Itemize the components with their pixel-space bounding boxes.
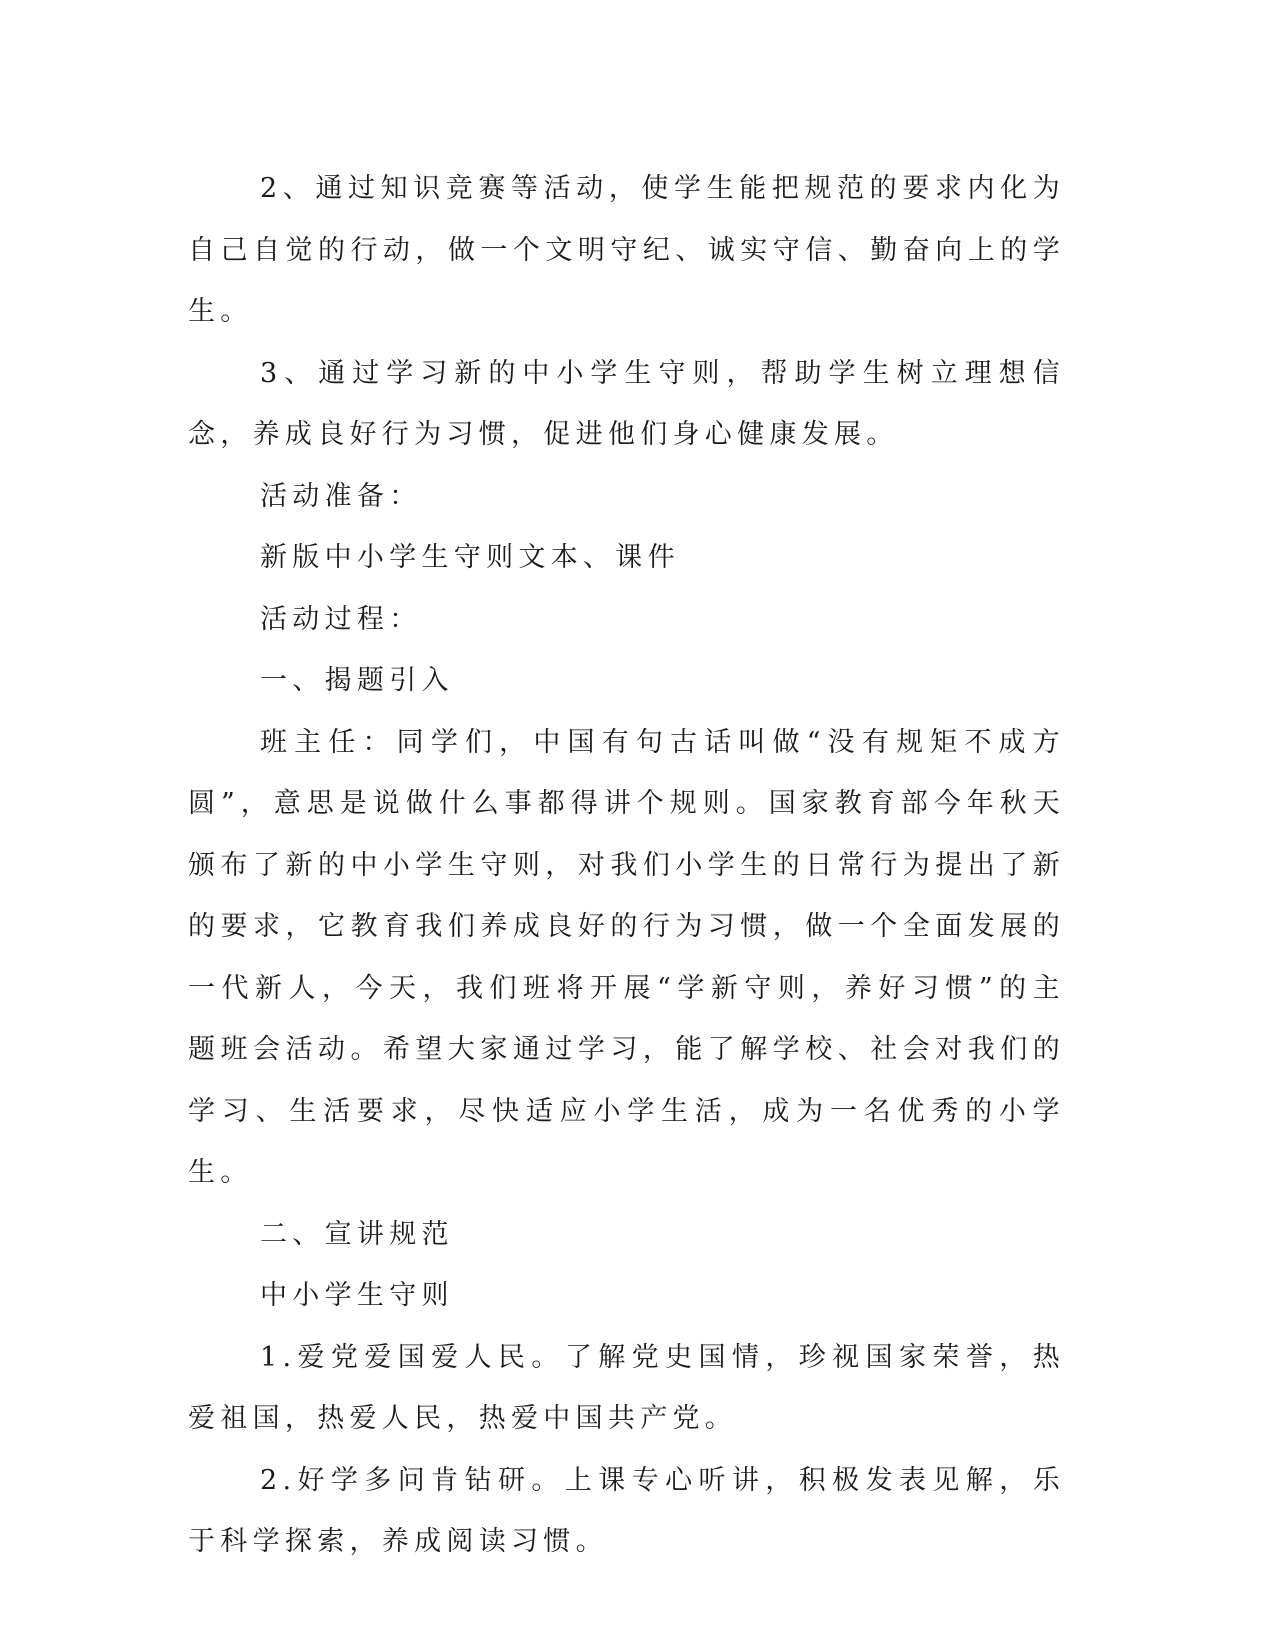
paragraph-materials: 新版中小学生守则文本、课件 (260, 542, 680, 573)
section-heading-introduction: 一、揭题引入 (260, 665, 454, 696)
rule-item-1: 1.爱党爱国爱人民。了解党史国情，珍视国家荣誉，热爱祖国，热爱人民，热爱中国共产党。 (188, 1341, 1065, 1434)
paragraph-objective-3: 3、通过学习新的中小学生守则，帮助学生树立理想信念，养成良好行为习惯，促进他们身心健康发展。 (188, 357, 1065, 450)
subheading-code-of-conduct: 中小学生守则 (260, 1280, 454, 1311)
rule-item-2: 2.好学多问肯钻研。上课专心听讲，积极发表见解，乐于科学探索，养成阅读习惯。 (188, 1464, 1065, 1557)
section-heading-norms: 二、宣讲规范 (260, 1218, 454, 1250)
heading-activity-process: 活动过程： (260, 603, 422, 635)
paragraph-objective-2: 2、通过知识竞赛等活动，使学生能把规范的要求内化为自己自觉的行动，做一个文明守纪、诚实守信、勤奋向上的学生。 (188, 173, 1065, 327)
heading-activity-preparation: 活动准备： (260, 480, 422, 512)
paragraph-teacher-speech: 班主任：同学们，中国有句古话叫做“没有规矩不成方圆”，意思是说做什么事都得讲个规则。国家教育部今年秋天颁布了新的中小学生守则，对我们小学生的日常行为提出了新的要求，它教育我们养成良好的行为习惯，做一个全面发展的一代新人，今天，我们班将开展“学新守则，养好习惯”的主题班会活动。希望大家通过学习，能了解学校、社会对我们的学习、生活要求，尽快适应小学生活，成为一名优秀的小学生。 (188, 726, 1065, 1188)
